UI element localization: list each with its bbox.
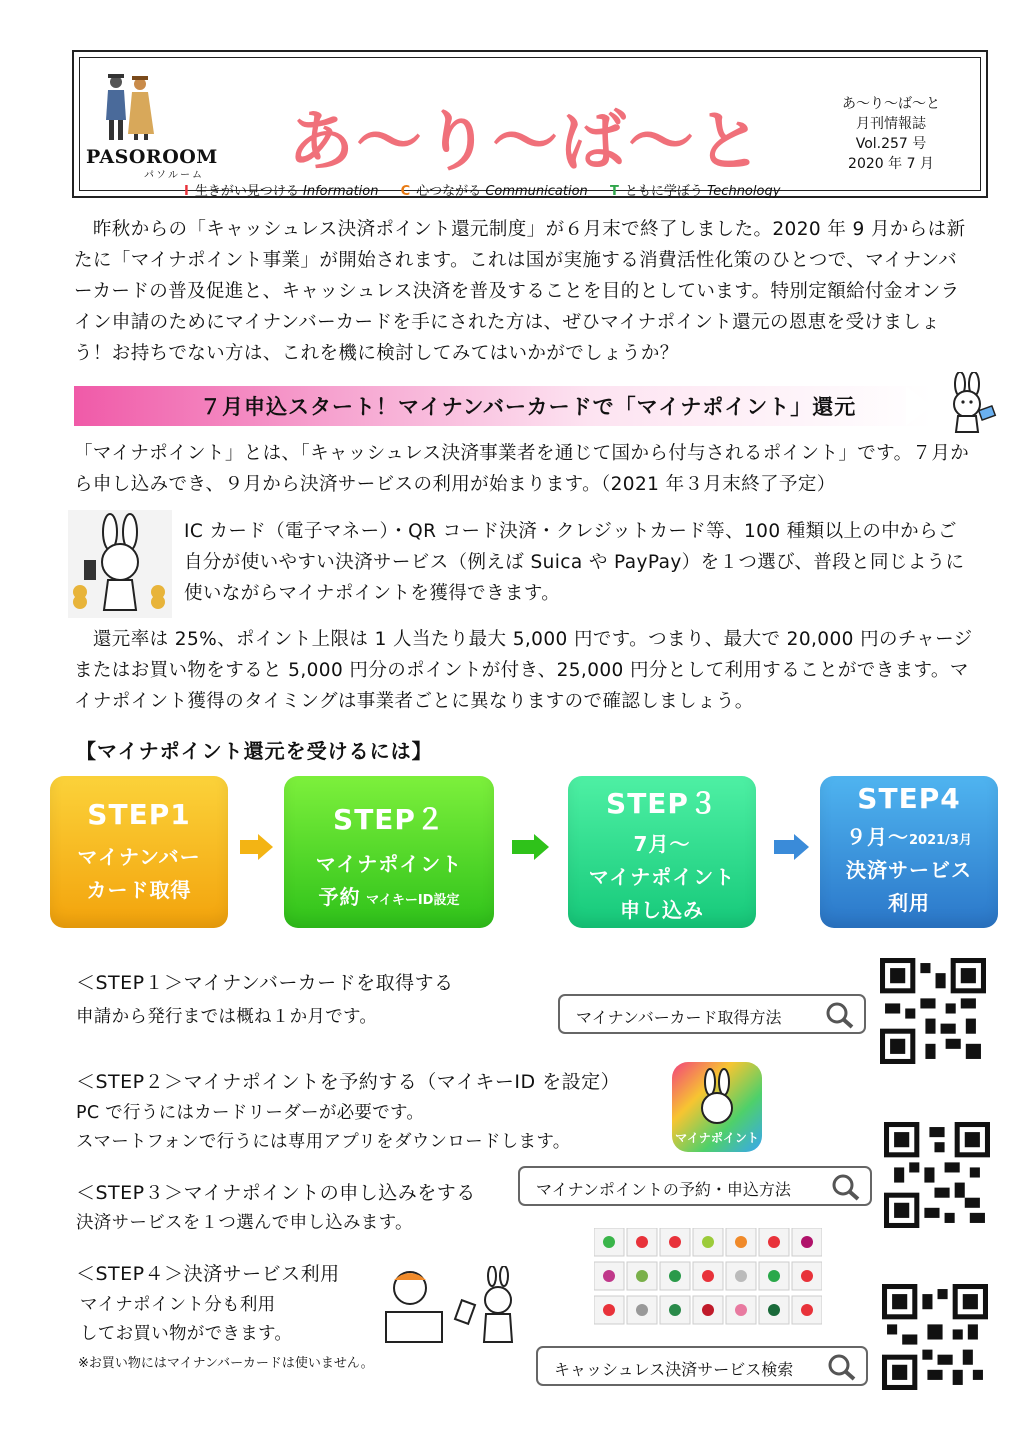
step-title: STEP4 (857, 782, 961, 815)
definition-paragraph: 「マイナポイント」とは、「キャッシュレス決済事業者を通じて国から付与されるポイント」です。７月から申し込みでき、９月から決済サービスの利用が始まります。（2021 年３月末終了予定） (74, 443, 970, 495)
step-line: 予約 (318, 885, 361, 909)
issue-line: 月刊情報誌 (856, 116, 926, 132)
issue-info (842, 94, 940, 174)
rate-paragraph: 還元率は 25%、ポイント上限は 1 人当たり最大 5,000 円です。つまり、最大で 20,000 円のチャージまたはお買い物をすると 5,000 円分のポイントが付き、25,000 円分として利用することができます。マイナポイント獲得のタイミングは事業者ごとに異なりますので確認しましょう。 (74, 629, 973, 712)
search-icon (826, 1352, 858, 1382)
arrow-right-icon (240, 840, 260, 854)
tagline-en: Communication (485, 184, 588, 199)
qr-code-icon[interactable] (882, 1284, 988, 1390)
step2-box (284, 776, 494, 928)
step-small: マイキーID設定 (366, 893, 460, 908)
step4-box (820, 776, 998, 928)
step-line: 決済サービス (846, 858, 972, 882)
step-line: 申し込み (620, 898, 704, 922)
step2-heading: ＜STEP２＞マイナポイントを予約する（マイキーID を設定） (76, 1071, 621, 1093)
arrow-right-icon (794, 834, 809, 860)
step1-heading: ＜STEP１＞マイナンバーカードを取得する (76, 972, 454, 994)
payment-logos (594, 1228, 822, 1326)
step1-body: 申請から発行までは概ね１か月です。 (76, 1007, 378, 1027)
step4-body: マイナポイント分も利用 (80, 1295, 276, 1315)
issue-line: 2020 年 7 月 (848, 156, 934, 172)
step-line: ９月～ (846, 825, 909, 849)
search-box[interactable] (558, 994, 866, 1034)
step-line: マイナポイント (315, 852, 463, 876)
newsletter-title: あ～り～ば～と (288, 103, 764, 180)
masthead (72, 50, 988, 198)
step-line: カード取得 (86, 878, 192, 902)
step-title: STEP２ (333, 803, 445, 836)
arrow-right-icon (774, 840, 796, 854)
search-box[interactable] (518, 1166, 872, 1206)
step-title: STEP３ (606, 787, 718, 820)
logo-subtext: パソルーム (144, 170, 204, 181)
arrow-right-icon (512, 840, 536, 854)
cat-mascot-icon (378, 1266, 528, 1346)
masthead-inner-border (79, 57, 981, 199)
search-text: キャッシュレス決済サービス検索 (554, 1360, 794, 1379)
issue-line: Vol.257 号 (855, 136, 927, 152)
tagline-letter: C (400, 184, 411, 199)
step-line: マイナポイント (588, 865, 736, 889)
step3-body: 決済サービスを１つ選んで申し込みます。 (76, 1213, 413, 1233)
step1-box (50, 776, 228, 928)
banner-heading: ７月申込スタート！マイナンバーカードで「マイナポイント」還元 (200, 395, 857, 419)
logo-text: PASOROOM (86, 146, 218, 168)
mynapoint-app-icon[interactable] (672, 1062, 762, 1152)
tagline-letter: T (609, 184, 619, 199)
howto-heading: 【マイナポイント還元を受けるには】 (76, 739, 433, 763)
step-small: 2021/3月 (909, 833, 972, 848)
tagline-en: Information (303, 184, 379, 199)
step4-body: してお買い物ができます。 (80, 1324, 293, 1344)
tagline (184, 180, 798, 199)
step-line: マイナンバー (77, 845, 201, 869)
issue-line: あ～り～ば～と (842, 96, 940, 112)
search-text: マイナンバーカード取得方法 (576, 1008, 782, 1027)
bunny-mascot-icon (938, 372, 1002, 436)
footnote: ※お買い物にはマイナンバーカードは使いません。 (78, 1356, 374, 1371)
tagline-text: 心つながる (416, 184, 482, 199)
step-title: STEP1 (87, 798, 191, 831)
step2-body: スマートフォンで行うには専用アプリをダウンロードします。 (76, 1132, 571, 1152)
app-label: マイナポイント (675, 1131, 759, 1145)
tagline-letter: I (184, 184, 189, 199)
step-line: 7月～ (633, 832, 691, 856)
bunny-mascot-icon (692, 1068, 742, 1126)
qr-code-icon[interactable] (880, 958, 986, 1064)
bunny-mascot-icon (68, 510, 172, 618)
arrow-right-icon (258, 834, 273, 860)
tagline-text: ともに学ぼう (624, 184, 703, 199)
search-icon (830, 1172, 862, 1202)
step-line: 利用 (888, 891, 930, 915)
services-paragraph: IC カード（電子マネー）・QR コード決済・クレジットカード等、100 種類以上の中からご自分が使いやすい決済サービス（例えば Suica や PayPay）を１つ選び、普段と同じように使いながらマイナポイントを獲得できます。 (184, 521, 965, 604)
banner-arrow (906, 386, 932, 426)
arrow-right-icon (534, 834, 549, 860)
intro-paragraph: 昨秋からの「キャッシュレス決済ポイント還元制度」が６月末で終了しました。2020 年 9 月からは新たに「マイナポイント事業」が開始されます。これは国が実施する消費活性化策のひとつで、マイナンバーカードの普及促進と、キャッシュレス決済を普及することを目的としています。特別定額給付金オンライン申請のためにマイナンバーカードを手にされた方は、ぜひマイナポイント還元の恩恵を受けましょう！お持ちでない方は、これを機に検討してみてはいかがでしょうか？ (74, 219, 966, 364)
pasoroom-logo-icon (94, 70, 164, 142)
qr-code-icon[interactable] (884, 1122, 990, 1228)
search-icon (824, 1000, 856, 1030)
search-box[interactable] (536, 1346, 868, 1386)
step2-body: PC で行うにはカードリーダーが必要です。 (76, 1103, 425, 1123)
search-text: マイナンポイントの予約・申込方法 (536, 1180, 791, 1199)
step3-box (568, 776, 756, 928)
tagline-en: Technology (706, 184, 781, 199)
step3-heading: ＜STEP３＞マイナポイントの申し込みをする (76, 1182, 476, 1204)
tagline-text: 生きがい見つける (194, 184, 299, 199)
step4-heading: ＜STEP４＞決済サービス利用 (76, 1263, 340, 1285)
